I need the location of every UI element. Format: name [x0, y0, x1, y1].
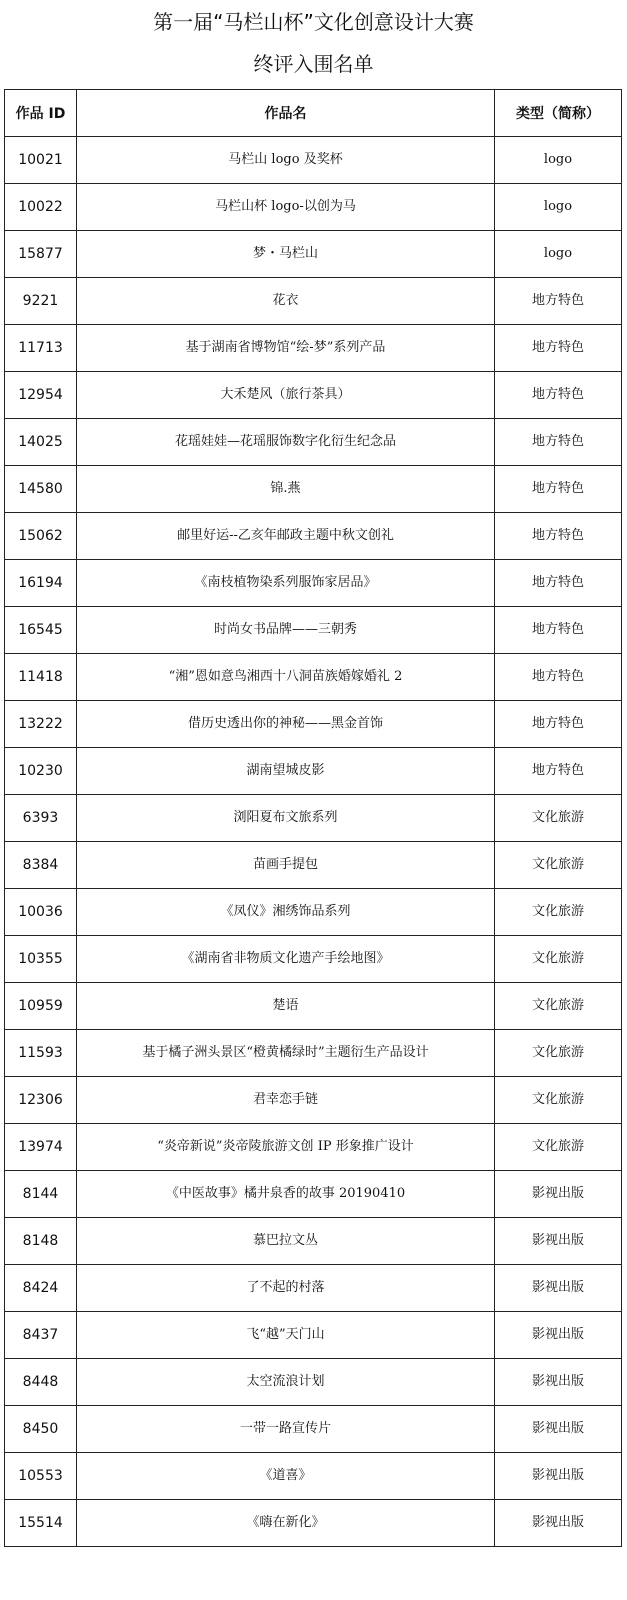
work-id-cell: 13974	[5, 1124, 77, 1171]
table-row	[5, 1218, 622, 1265]
work-type-cell: 影视出版	[495, 1500, 622, 1547]
work-type-cell: 地方特色	[495, 372, 622, 419]
work-name-cell: 浏阳夏布文旅系列	[77, 795, 495, 842]
work-type-cell: 文化旅游	[495, 842, 622, 889]
table-row	[5, 654, 622, 701]
work-type-cell: 文化旅游	[495, 889, 622, 936]
work-id-cell: 15514	[5, 1500, 77, 1547]
table-row	[5, 1030, 622, 1077]
work-id-cell: 10553	[5, 1453, 77, 1500]
work-id-cell: 11713	[5, 325, 77, 372]
work-id-cell: 8148	[5, 1218, 77, 1265]
work-name-cell: 马栏山杯 logo-以创为马	[77, 184, 495, 231]
table-row	[5, 842, 622, 889]
work-type-cell: 影视出版	[495, 1171, 622, 1218]
work-id-cell: 14580	[5, 466, 77, 513]
work-type-cell: 文化旅游	[495, 936, 622, 983]
work-name-cell: 太空流浪计划	[77, 1359, 495, 1406]
work-name-cell: 《南枝植物染系列服饰家居品》	[77, 560, 495, 607]
table-body	[5, 137, 622, 1547]
table-row	[5, 184, 622, 231]
work-id-cell: 12954	[5, 372, 77, 419]
document-title: 第一届“马栏山杯”文化创意设计大赛	[153, 10, 474, 34]
work-name-cell: 慕巴拉文丛	[77, 1218, 495, 1265]
work-id-cell: 16545	[5, 607, 77, 654]
table-row	[5, 1312, 622, 1359]
work-id-cell: 8424	[5, 1265, 77, 1312]
work-type-cell: 地方特色	[495, 325, 622, 372]
work-name-cell: 大禾楚风（旅行茶具）	[77, 372, 495, 419]
work-id-cell: 8437	[5, 1312, 77, 1359]
table-row	[5, 513, 622, 560]
work-id-cell: 10021	[5, 137, 77, 184]
table-row	[5, 1359, 622, 1406]
work-type-cell: 地方特色	[495, 560, 622, 607]
table-row	[5, 560, 622, 607]
work-type-cell: 影视出版	[495, 1359, 622, 1406]
table-row	[5, 983, 622, 1030]
work-id-cell: 8448	[5, 1359, 77, 1406]
table-row	[5, 607, 622, 654]
work-name-cell: “湘”恩如意鸟湘西十八洞苗族婚嫁婚礼 2	[77, 654, 495, 701]
work-id-cell: 12306	[5, 1077, 77, 1124]
work-id-cell: 11593	[5, 1030, 77, 1077]
work-type-cell: 文化旅游	[495, 983, 622, 1030]
table-row	[5, 419, 622, 466]
work-name-cell: 邮里好运--乙亥年邮政主题中秋文创礼	[77, 513, 495, 560]
work-type-cell: 影视出版	[495, 1453, 622, 1500]
work-name-cell: 锦.燕	[77, 466, 495, 513]
table-row	[5, 325, 622, 372]
work-id-cell: 15062	[5, 513, 77, 560]
work-name-cell: 基于橘子洲头景区“橙黄橘绿时”主题衍生产品设计	[77, 1030, 495, 1077]
work-id-cell: 13222	[5, 701, 77, 748]
work-id-cell: 10022	[5, 184, 77, 231]
work-name-cell: 《嗨在新化》	[77, 1500, 495, 1547]
work-name-cell: 《凤仪》湘绣饰品系列	[77, 889, 495, 936]
table-row	[5, 278, 622, 325]
table-row	[5, 1453, 622, 1500]
table-row	[5, 936, 622, 983]
work-id-cell: 8384	[5, 842, 77, 889]
work-type-cell: 影视出版	[495, 1406, 622, 1453]
work-name-cell: 湖南望城皮影	[77, 748, 495, 795]
work-type-cell: 地方特色	[495, 607, 622, 654]
work-id-cell: 14025	[5, 419, 77, 466]
work-name-cell: 借历史透出你的神秘——黑金首饰	[77, 701, 495, 748]
header-work-id: 作品 ID	[5, 90, 77, 137]
work-name-cell: 花瑶娃娃—花瑶服饰数字化衍生纪念品	[77, 419, 495, 466]
work-type-cell: 地方特色	[495, 748, 622, 795]
work-type-cell: 影视出版	[495, 1265, 622, 1312]
table-row	[5, 701, 622, 748]
work-id-cell: 10355	[5, 936, 77, 983]
finalist-table	[4, 89, 622, 1547]
work-name-cell: 基于湖南省博物馆“绘-梦”系列产品	[77, 325, 495, 372]
work-name-cell: 一带一路宣传片	[77, 1406, 495, 1453]
table-row	[5, 231, 622, 278]
work-name-cell: 时尚女书品牌——三朝秀	[77, 607, 495, 654]
work-id-cell: 10036	[5, 889, 77, 936]
work-name-cell: 了不起的村落	[77, 1265, 495, 1312]
table-row	[5, 466, 622, 513]
table-row	[5, 1124, 622, 1171]
work-name-cell: 《中医故事》橘井泉香的故事 20190410	[77, 1171, 495, 1218]
work-type-cell: logo	[495, 231, 622, 278]
work-id-cell: 15877	[5, 231, 77, 278]
table-row	[5, 1171, 622, 1218]
table-header-row	[5, 90, 622, 137]
work-id-cell: 8144	[5, 1171, 77, 1218]
work-name-cell: “炎帝新说”炎帝陵旅游文创 IP 形象推广设计	[77, 1124, 495, 1171]
work-type-cell: 地方特色	[495, 701, 622, 748]
work-id-cell: 11418	[5, 654, 77, 701]
work-type-cell: 影视出版	[495, 1312, 622, 1359]
work-type-cell: 地方特色	[495, 513, 622, 560]
work-name-cell: 《道喜》	[77, 1453, 495, 1500]
work-id-cell: 10959	[5, 983, 77, 1030]
work-type-cell: 文化旅游	[495, 1077, 622, 1124]
table-row	[5, 889, 622, 936]
work-name-cell: 苗画手提包	[77, 842, 495, 889]
work-type-cell: logo	[495, 184, 622, 231]
work-type-cell: logo	[495, 137, 622, 184]
table-row	[5, 137, 622, 184]
work-type-cell: 地方特色	[495, 654, 622, 701]
work-type-cell: 文化旅游	[495, 1124, 622, 1171]
work-name-cell: 花衣	[77, 278, 495, 325]
table-row	[5, 1077, 622, 1124]
work-type-cell: 文化旅游	[495, 795, 622, 842]
header-work-name: 作品名	[77, 90, 495, 137]
table-row	[5, 748, 622, 795]
work-id-cell: 16194	[5, 560, 77, 607]
work-type-cell: 地方特色	[495, 466, 622, 513]
work-type-cell: 文化旅游	[495, 1030, 622, 1077]
work-id-cell: 8450	[5, 1406, 77, 1453]
table-row	[5, 1265, 622, 1312]
work-id-cell: 9221	[5, 278, 77, 325]
work-type-cell: 地方特色	[495, 419, 622, 466]
table-row	[5, 1406, 622, 1453]
work-type-cell: 地方特色	[495, 278, 622, 325]
work-name-cell: 马栏山 logo 及奖杯	[77, 137, 495, 184]
table-row	[5, 795, 622, 842]
work-name-cell: 梦・马栏山	[77, 231, 495, 278]
work-name-cell: 楚语	[77, 983, 495, 1030]
table-row	[5, 1500, 622, 1547]
work-id-cell: 6393	[5, 795, 77, 842]
work-id-cell: 10230	[5, 748, 77, 795]
header-work-type: 类型（简称）	[495, 90, 622, 137]
work-name-cell: 《湖南省非物质文化遗产手绘地图》	[77, 936, 495, 983]
work-name-cell: 君幸恋手链	[77, 1077, 495, 1124]
work-name-cell: 飞“越”天门山	[77, 1312, 495, 1359]
table-row	[5, 372, 622, 419]
work-type-cell: 影视出版	[495, 1218, 622, 1265]
document-subtitle: 终评入围名单	[253, 52, 374, 76]
